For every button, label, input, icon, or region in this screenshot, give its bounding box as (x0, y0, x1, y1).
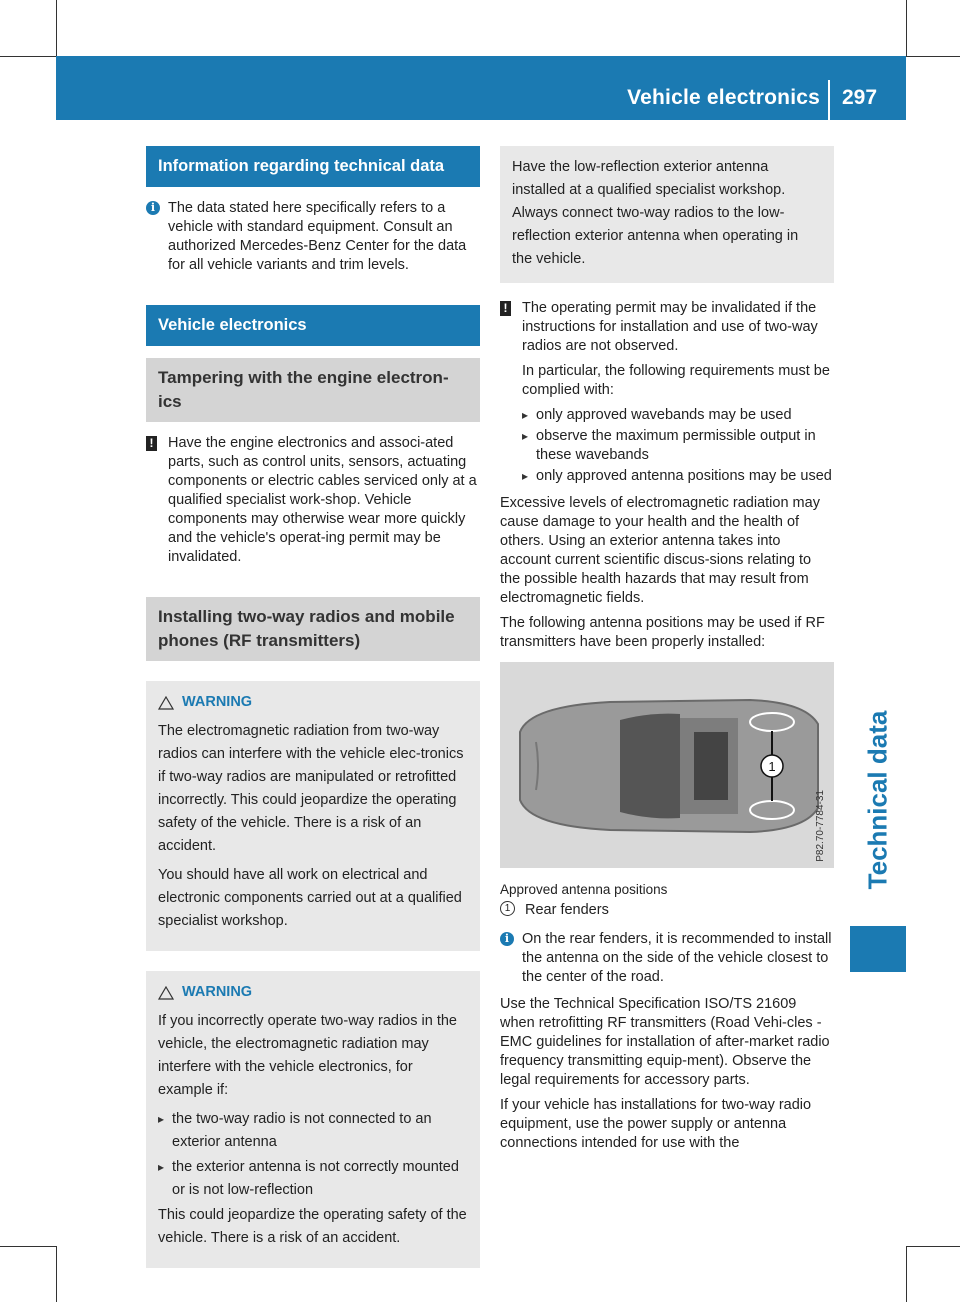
crop-mark (0, 1246, 56, 1247)
header-separator (828, 80, 830, 120)
warning-label: WARNING (182, 984, 253, 1000)
crop-mark (906, 1246, 960, 1247)
side-tab-marker (850, 926, 906, 972)
warning-box (146, 681, 480, 951)
warning-text: If you incorrectly operate two-way radios in the vehicle, the electromagnetic radiation may interfere with the vehicle electronics, for example if: (158, 1013, 457, 1098)
warning-text: You should have all work on electrical and electronic components carried out at a qualified specialist workshop. (158, 867, 462, 929)
warning-text: The electromagnetic radiation from two-way radios can interfere with the vehicle elec-tronics if two-way radios are manipulated or retrofitted incorrectly. This could jeopardize the operating safety of the vehicle. There is a risk of an accident. (158, 723, 464, 854)
warning-title (158, 981, 468, 1004)
body-text: The following antenna positions may be used if RF transmitters have been properly installed: (500, 615, 825, 650)
header-title: Vehicle electronics (627, 86, 820, 109)
caution-note (146, 434, 480, 567)
caution-note (500, 299, 834, 486)
subsection-title: Installing two-way radios and mobile phones (RF transmitters) (146, 597, 480, 661)
subsection-title: Tampering with the engine electron-ics (146, 358, 480, 422)
warning-box (146, 971, 480, 1268)
info-note-text: The data stated here specifically refers to a vehicle with standard equipment. Consult an authorized Mercedes-Benz Center for the data for all vehicle variants and trim levels. (168, 200, 467, 273)
caution-note-text: Have the engine electronics and associ-ated parts, such as control units, sensors, actuating components or electric cables serviced only at a qualified specialist work-shop. Vehicle components may otherwise wear more quickly and the vehicle's operat-ing permit may be invalidated. (168, 435, 477, 565)
body-text: Excessive levels of electromagnetic radiation may cause damage to your health and the health of others. Using an exterior antenna takes into account current scientific discus-sions relating to the possible health hazards that may result from electromagnetic fields. (500, 495, 820, 606)
crop-mark (906, 1246, 907, 1302)
info-note-text: On the rear fenders, it is recommended to install the antenna on the side of the vehicle closest to the center of the road. (522, 931, 832, 985)
crop-mark (56, 1246, 57, 1302)
vehicle-illustration (500, 662, 834, 868)
list-item: ▸ only approved wavebands may be used (522, 406, 834, 425)
info-icon: i (146, 201, 160, 215)
caution-note-text: In particular, the following requirements must be complied with: (522, 363, 830, 398)
caution-note-text: The operating permit may be invalidated if the instructions for installation and use of two-way radios are not observed. (522, 300, 818, 354)
warning-text: This could jeopardize the operating safety of the vehicle. There is a risk of an accident. (158, 1207, 467, 1246)
warning-title (158, 691, 468, 714)
body-text: Use the Technical Specification ISO/TS 21609 when retrofitting RF transmitters (Road Vehi-cles - EMC guidelines for installation of after-market radio frequency transmitting equip-ment). Observe the legal requirements for accessory parts. (500, 996, 830, 1088)
crop-mark (906, 0, 907, 56)
section-title: Vehicle electronics (146, 305, 480, 346)
image-reference-code: P82.70-7784-31 (815, 790, 826, 862)
exclamation-icon: ! (146, 436, 157, 451)
callout-number: 1 (768, 759, 776, 774)
car-top-view-image (500, 662, 834, 868)
info-icon: i (500, 932, 514, 946)
instruction-box: Have the low-reflection exterior antenna installed at a qualified specialist workshop. Always connect two-way radios to the low-reflection exterior antenna when operating in the vehicle. (500, 146, 834, 283)
left-column (146, 146, 480, 1284)
legend-item (500, 901, 834, 920)
body-text: If your vehicle has installations for two-way radio equipment, use the power supply or antenna connections intended for use with the (500, 1097, 812, 1151)
side-tab-label: Technical data (862, 710, 893, 890)
crop-mark (906, 56, 960, 57)
callout-number-icon: 1 (500, 901, 515, 916)
list-item: ▸ the exterior antenna is not correctly mounted or is not low-reflection (158, 1156, 468, 1202)
page-number: 297 (842, 86, 878, 109)
crop-mark (56, 0, 57, 56)
warning-triangle-icon (158, 986, 174, 1000)
info-note (500, 930, 834, 987)
list-item: ▸ the two-way radio is not connected to an exterior antenna (158, 1108, 468, 1154)
section-title: Information regarding technical data (146, 146, 480, 187)
right-column (500, 146, 834, 1159)
exclamation-icon: ! (500, 301, 511, 316)
list-item: ▸ observe the maximum permissible output in these wavebands (522, 427, 834, 465)
legend-text: Rear fenders (525, 902, 609, 918)
image-caption: Approved antenna positions (500, 882, 668, 897)
warning-triangle-icon (158, 696, 174, 710)
warning-label: WARNING (182, 694, 253, 710)
list-item: ▸ only approved antenna positions may be used (522, 467, 834, 486)
info-note (146, 199, 480, 275)
crop-mark (0, 56, 56, 57)
